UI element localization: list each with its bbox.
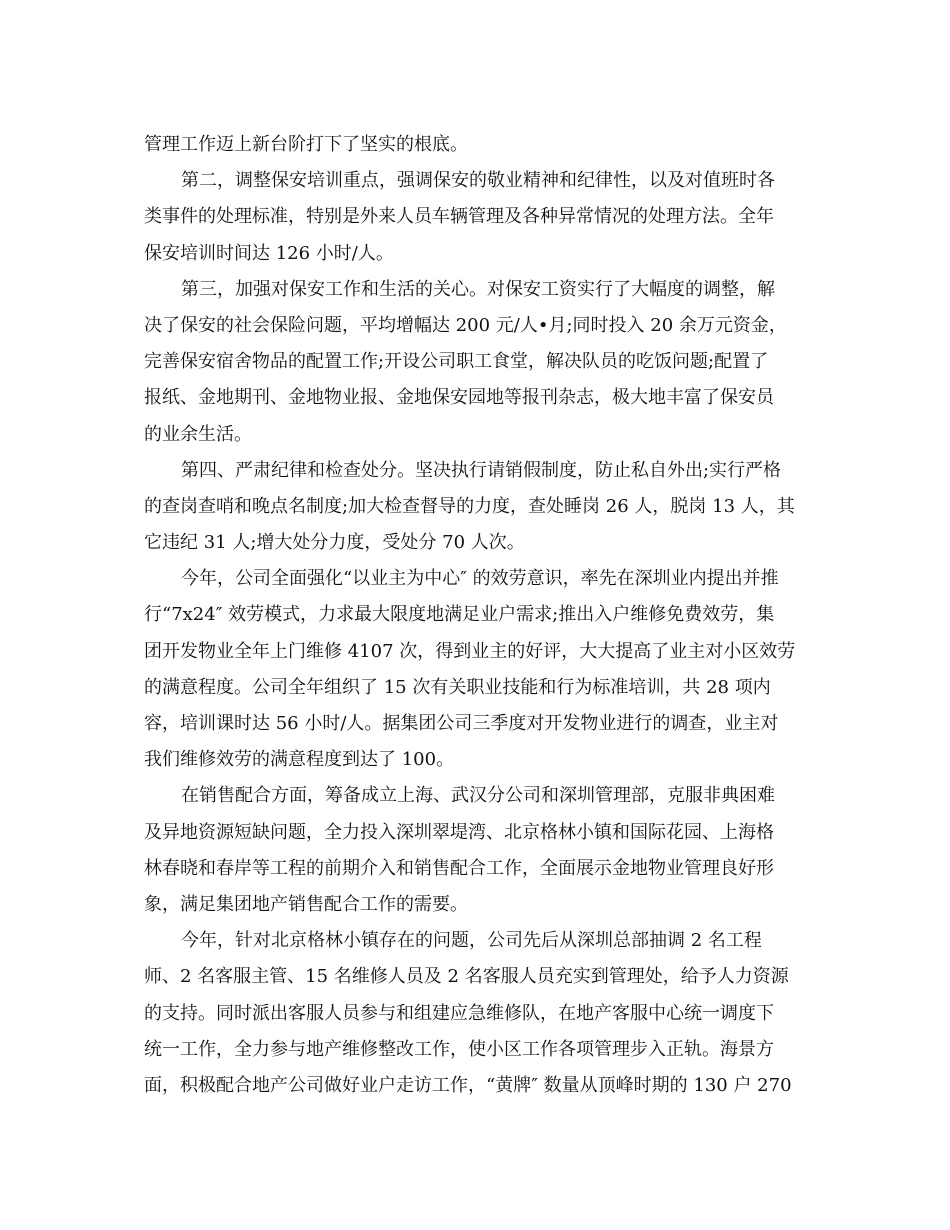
text-line: 统一工作，全力参与地产维修整改工作，使小区工作各项管理步入正轨。海景方 — [144, 1038, 774, 1060]
text-line: 类事件的处理标准，特别是外来人员车辆管理及各种异常情况的处理方法。全年 — [144, 206, 774, 228]
text-line: 容，培训课时达 56 小时/人。据集团公司三季度对开发物业进行的调查，业主对 — [144, 713, 779, 734]
text-line: 报纸、金地期刊、金地物业报、金地保安园地等报刊杂志，极大地丰富了保安员 — [144, 387, 774, 409]
text-line: 我们维修效劳的满意程度到达了 100。 — [144, 749, 455, 771]
text-line: 管理工作迈上新台阶打下了坚实的根底。 — [144, 134, 468, 155]
text-line: 及异地资源短缺问题，全力投入深圳翠堤湾、北京格林小镇和国际花园、上海格 — [144, 821, 774, 843]
text-line: 保安培训时间达 126 小时/人。 — [144, 242, 394, 264]
text-line: 在销售配合方面，筹备成立上海、武汉分公司和深圳管理部，克服非典困难 — [181, 785, 775, 807]
text-line: 的满意程度。公司全年组织了 15 次有关职业技能和行为标准培训，共 28 项内 — [144, 676, 771, 698]
document-body — [144, 127, 804, 1104]
text-line: 完善保安宿舍物品的配置工作;开设公司职工食堂，解决队员的吃饭问题;配置了 — [144, 351, 769, 373]
text-line: 今年，公司全面强化“以业主为中心″ 的效劳意识，率先在深圳业内提出并推 — [181, 568, 779, 590]
text-line: 的查岗查哨和晚点名制度;加大检查督导的力度，查处睡岗 26 人，脱岗 13 人，其 — [144, 495, 795, 517]
text-line: 它违纪 31 人;增大处分力度，受处分 70 人次。 — [144, 532, 525, 554]
text-line: 团开发物业全年上门维修 4107 次，得到业主的好评，大大提高了业主对小区效劳 — [144, 640, 796, 662]
text-line: 的业余生活。 — [144, 423, 252, 445]
text-line: 的支持。同时派出客服人员参与和组建应急维修队，在地产客服中心统一调度下 — [144, 1002, 774, 1024]
text-line: 象，满足集团地产销售配合工作的需要。 — [144, 893, 468, 915]
text-line: 第四、严肃纪律和检查处分。坚决执行请销假制度，防止私自外出;实行严格 — [181, 459, 782, 481]
text-line: 师、2 名客服主管、15 名维修人员及 2 名客服人员充实到管理处，给予人力资源 — [144, 966, 789, 988]
text-line: 今年，针对北京格林小镇存在的问题，公司先后从深圳总部抽调 2 名工程 — [181, 930, 762, 952]
text-line: 面，积极配合地产公司做好业户走访工作，“黄牌″ 数量从顶峰时期的 130 户 270 — [144, 1074, 792, 1096]
text-line: 林春晓和春岸等工程的前期介入和销售配合工作，全面展示金地物业管理良好形 — [144, 857, 774, 879]
text-line: 决了保安的社会保险问题，平均增幅达 200 元/人•月;同时投入 20 余万元资金， — [144, 314, 787, 336]
text-line: 第三，加强对保安工作和生活的关心。对保安工资实行了大幅度的调整，解 — [181, 278, 775, 300]
text-line: 第二，调整保安培训重点，强调保安的敬业精神和纪律性，以及对值班时各 — [181, 170, 775, 192]
text-line: 行“7x24″ 效劳模式，力求最大限度地满足业户需求;推出入户维修免费效劳，集 — [144, 604, 775, 626]
